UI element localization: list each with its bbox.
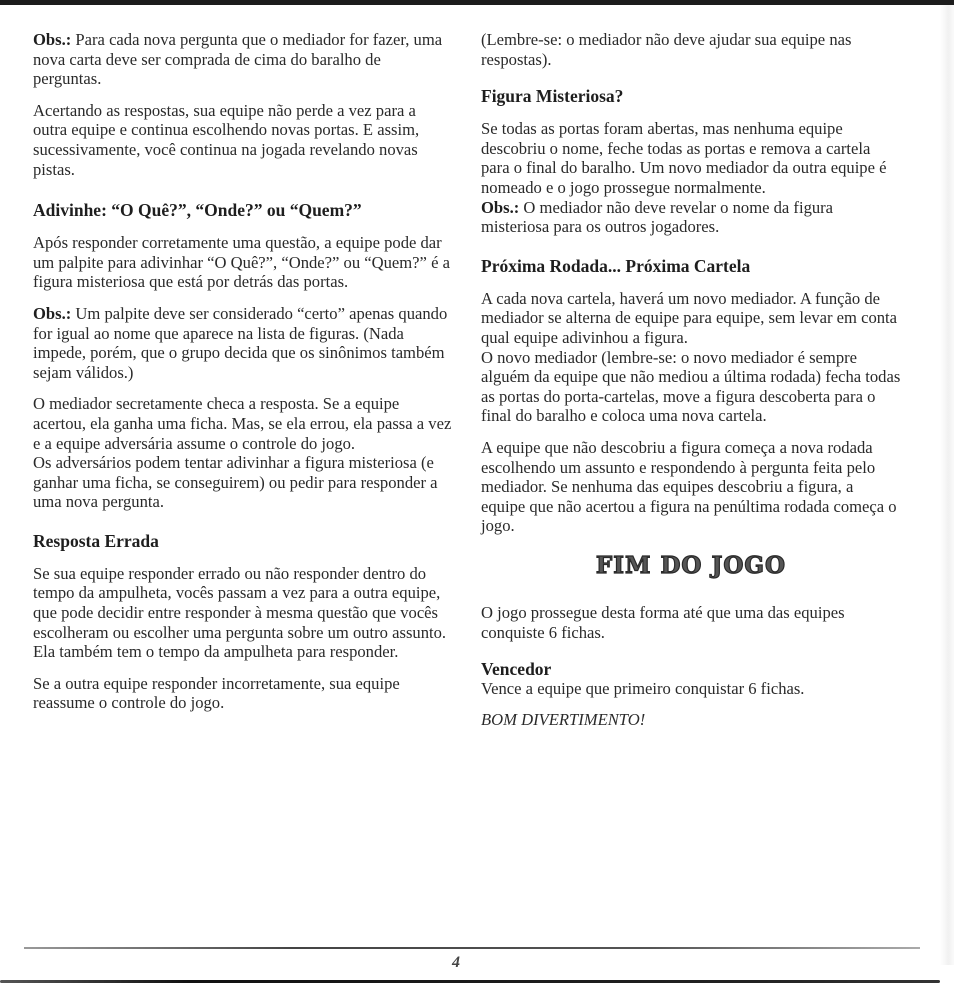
new-card-mediator-paragraph: A cada nova cartela, haverá um novo mediador. A função de mediador se alterna de equipe para equipe, sem levar em conta qual equipe adivinhou a figura. [481,288,898,347]
guess-paragraph: Após responder corretamente uma questão, a equipe pode dar um palpite para adivinhar “O Quê?”, “Onde?” ou “Quem?” é a figura misteriosa que está por detrás das portas. [33,233,450,292]
mediator-checks-paragraph: O mediador secretamente checa a resposta. Se a equipe acertou, ela ganha uma ficha. Mas, se ela errou, ela passa a vez e a equipe adversária assume o controle do jogo. [33,394,452,453]
new-mediator-paragraph: O novo mediador (lembre-se: o novo mediador é sempre alguém da equipe que não mediou a última rodada) fecha todas as portas do porta-cartelas, move a figura descoberta para o final do baralho e coloca uma nova cartela. [481,347,901,426]
obs-new-card-paragraph [33,30,453,89]
bottom-border [0,980,940,983]
heading-vencedor: Vencedor [481,658,552,679]
obs-label: Obs.: [33,30,72,49]
heading-fim-do-jogo: FIM DO JOGO [595,551,787,579]
heading-figura-misteriosa: Figura Misteriosa? [481,86,624,107]
heading-proxima-rodada: Próxima Rodada... Próxima Cartela [481,255,751,276]
paragraph-text: Um palpite deve ser considerado “certo” apenas quando for igual ao nome que aparece na lista de figuras. (Nada impede, porém, que o grupo decida que os sinônimos também sejam válidos.) [33,303,448,382]
all-doors-open-paragraph: Se todas as portas foram abertas, mas nenhuma equipe descobriu o nome, feche todas as portas e remova a cartela para o final do baralho. Um novo mediador da outra equipe é nomeado e o jogo prossegue normalmente. [481,119,887,197]
game-end-paragraph: O jogo prossegue desta forma até que uma das equipes conquiste 6 fichas. [481,603,845,643]
footer-rule [24,947,920,949]
left-column [33,30,453,725]
paragraph-text: O mediador não deve revelar o nome da figura misteriosa para os outros jogadores. [481,197,834,237]
obs-label: Obs.: [481,197,520,217]
closing-text: BOM DIVERTIMENTO! [481,710,646,730]
heading-resposta-errada: Resposta Errada [33,530,159,551]
paragraph-text: Para cada nova pergunta que o mediador for fazer, uma nova carta deve ser comprada de cima do baralho de perguntas. [33,30,443,89]
right-column [481,30,901,742]
winner-paragraph: Vence a equipe que primeiro conquistar 6 fichas. [481,678,805,698]
correct-answers-paragraph: Acertando as respostas, sua equipe não perde a vez para a outra equipe e continua escolhendo novas portas. E assim, sucessivamente, você continua na jogada revelando novas pistas. [33,100,420,179]
other-team-wrong-paragraph: Se a outra equipe responder incorretamente, sua equipe reassume o controle do jogo. [33,673,400,713]
adversaries-paragraph: Os adversários podem tentar adivinhar a figura misteriosa (e ganhar uma ficha, se conseguirem) ou pedir para responder a uma nova pergunta. [33,453,438,512]
obs-guess-paragraph [33,304,453,382]
obs-reveal-paragraph [481,198,901,237]
wrong-answer-paragraph: Se sua equipe responder errado ou não responder dentro do tempo da ampulheta, vocês passam a vez para a outra equipe, que pode decidir entre responder à mesma questão que vocês escolheram ou escolher uma pergunta sobre um outro assunto. Ela também tem o tempo da ampulheta para responder. [33,563,447,662]
page-edge-shadow [940,5,954,965]
heading-adivinhe: Adivinhe: “O Quê?”, “Onde?” ou “Quem?” [33,200,362,221]
next-round-start-paragraph: A equipe que não descobriu a figura começa a nova rodada escolhendo um assunto e respondendo à pergunta feita pelo mediador. Se nenhuma das equipes descobriu a figura, a equipe que não acertou a figura na penúltima rodada começa o jogo. [481,437,897,536]
top-border [0,0,954,5]
remember-paragraph: (Lembre-se: o mediador não deve ajudar sua equipe nas respostas). [481,30,852,69]
obs-label: Obs.: [33,303,72,323]
page-number: 4 [452,954,460,971]
